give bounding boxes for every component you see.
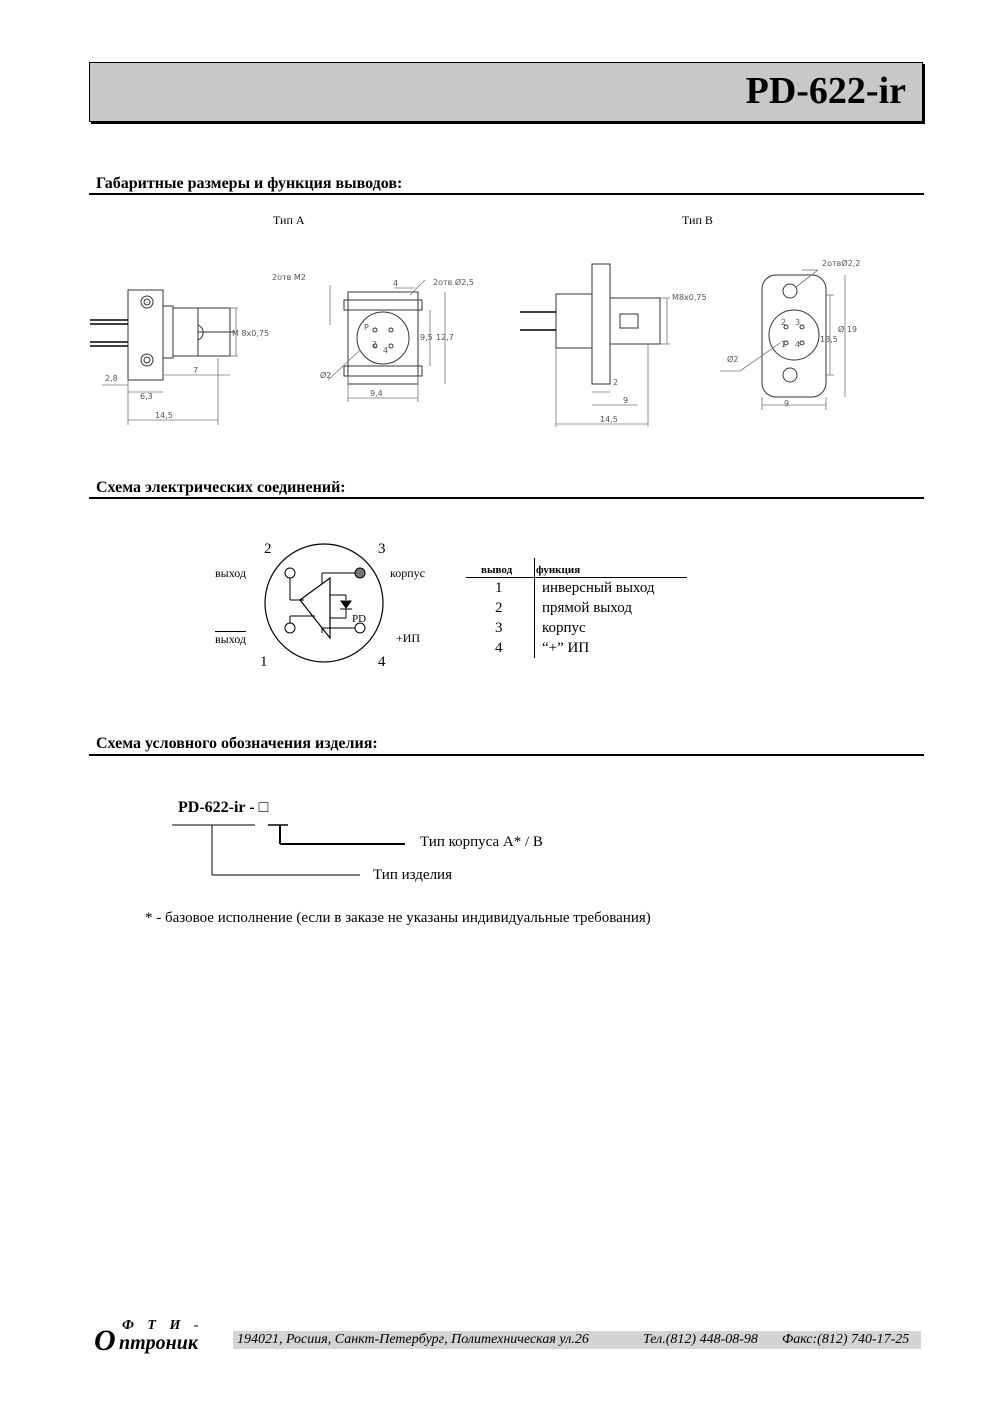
dim-b-d19: Ø 19: [838, 325, 858, 334]
pin-mark-2: 2: [372, 340, 378, 349]
pin-mark-b4: 4: [795, 340, 801, 349]
logo-bottom-text: птроник: [119, 1332, 199, 1354]
case-type-label: Тип корпуса А* / В: [420, 834, 543, 850]
document-title: PD-622-ir: [745, 70, 906, 112]
dim-a-thread: М 8х0,75: [232, 329, 270, 338]
section-title-designation: Схема условного обозначения изделия:: [96, 735, 378, 752]
table-header-pin: вывод: [481, 564, 513, 576]
table-header-rule: [466, 577, 687, 578]
table-row-pin: 3: [495, 620, 503, 636]
product-code: PD-622-ir - □: [178, 799, 269, 816]
pin-mark-4: 4: [383, 346, 389, 355]
product-type-label: Тип изделия: [373, 867, 452, 883]
dim-a-holes-2-5: 2отв Ø2,5: [433, 278, 474, 287]
schematic-pin-2: 2: [264, 541, 272, 557]
dim-b-d2: Ø2: [727, 355, 739, 364]
table-column-rule: [534, 558, 535, 658]
dim-a-9-4: 9,4: [370, 389, 383, 398]
label-plus-supply: +ИП: [396, 631, 421, 645]
table-row-pin: 2: [495, 600, 503, 616]
dim-b-9: 9: [623, 396, 629, 405]
table-row-pin: 4: [495, 640, 503, 656]
section-rule: [89, 754, 924, 756]
table-header-function: функция: [536, 564, 581, 576]
dim-a-9-5: 9,5: [420, 333, 433, 342]
company-logo: [94, 1318, 230, 1362]
pin-mark-p: P: [364, 323, 369, 332]
title-banner: [89, 62, 923, 122]
pin-mark-b3: 3: [795, 318, 801, 327]
pin-mark-b2: 2: [781, 318, 787, 327]
dim-a-4: 4: [393, 279, 399, 288]
type-b-caption: Тип В: [682, 213, 713, 227]
pin-mark-b1: 1: [781, 340, 787, 349]
footnote: * - базовое исполнение (если в заказе не указаны индивидуальные требования): [145, 910, 651, 926]
section-rule: [89, 497, 924, 499]
type-a-caption: Тип А: [273, 213, 305, 227]
dim-b-13-5: 13,5: [820, 335, 838, 344]
footer-fax: Факс:(812) 740-17-25: [782, 1332, 910, 1347]
table-row-function: прямой выход: [542, 600, 632, 616]
wiring-schematic: [260, 540, 400, 670]
label-photodiode: PD: [352, 613, 367, 625]
label-output: выход: [215, 566, 247, 580]
table-row-function: инверсный выход: [542, 580, 655, 596]
section-title-wiring: Схема электрических соединений:: [96, 479, 346, 496]
footer-contact-bar: [233, 1331, 921, 1349]
type-a-side-drawing: [90, 280, 250, 430]
footer-address: 194021, Росиия, Санкт-Петербург, Политехническая ул.26: [237, 1332, 589, 1347]
schematic-pin-3: 3: [378, 541, 386, 557]
table-row-function: “+” ИП: [542, 640, 590, 656]
label-inverse-output: выход: [215, 632, 247, 646]
logo-top-text: Ф Т И -: [122, 1318, 204, 1333]
dim-a-6-3: 6,3: [140, 392, 153, 401]
dim-a-14-5: 14,5: [155, 411, 173, 420]
schematic-pin-1: 1: [260, 654, 268, 670]
type-b-front-drawing: [720, 255, 880, 415]
dim-b-2: 2: [613, 378, 619, 387]
dim-b-thread: М8х0,75: [672, 293, 707, 302]
table-row-function: корпус: [542, 620, 586, 636]
schematic-pin-4: 4: [378, 654, 386, 670]
dim-a-12-7: 12,7: [436, 333, 454, 342]
dim-a-d2: Ø2: [320, 371, 332, 380]
logo-letter: О: [94, 1324, 116, 1357]
dim-a-2-8: 2,8: [105, 374, 118, 383]
dim-a-7: 7: [193, 366, 199, 375]
section-rule: [89, 193, 924, 195]
label-case: корпус: [390, 566, 425, 580]
dim-a-holes-m2: 2отв М2: [272, 273, 306, 282]
table-row-pin: 1: [495, 580, 503, 596]
section-title-dimensions: Габаритные размеры и функция выводов:: [96, 175, 403, 192]
dim-b-9-w: 9: [784, 399, 790, 408]
dim-b-holes: 2отвØ2,2: [822, 259, 861, 268]
type-b-side-drawing: [520, 262, 680, 432]
dim-b-14-5: 14,5: [600, 415, 618, 424]
footer-phone: Тел.(812) 448-08-98: [643, 1332, 758, 1347]
